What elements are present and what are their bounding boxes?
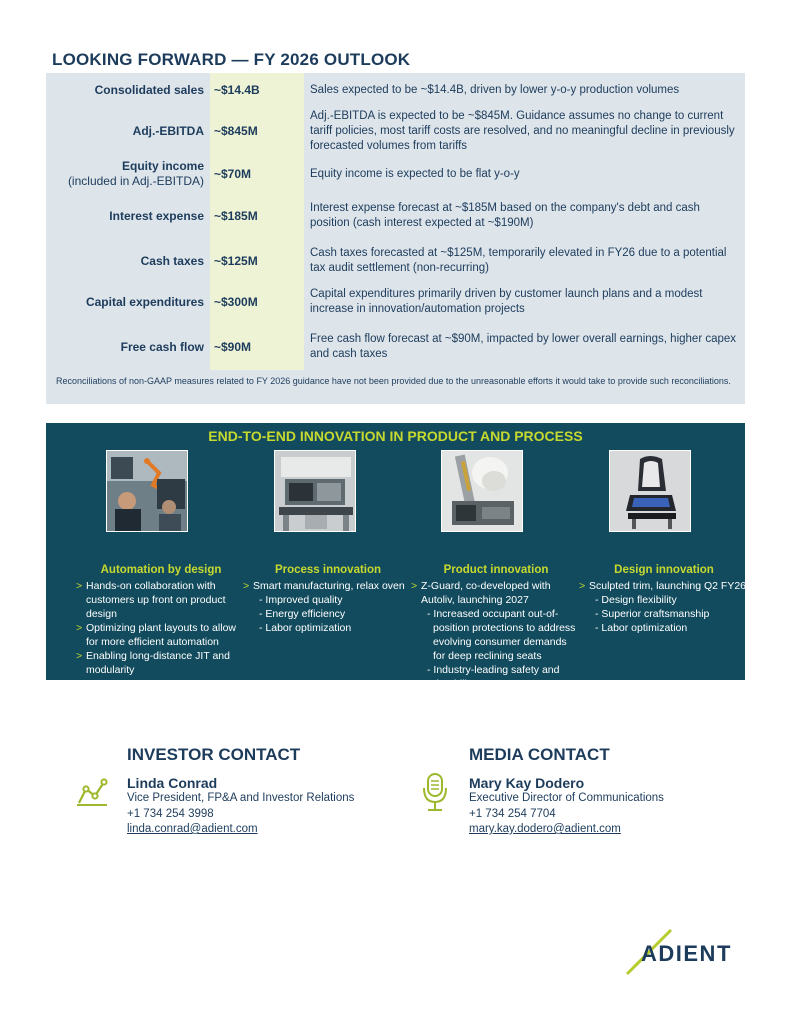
line-chart-icon — [76, 777, 108, 807]
investor-email-link[interactable]: linda.conrad@adient.com — [127, 823, 258, 835]
adient-logo — [625, 928, 745, 976]
row-value: ~$90M — [214, 340, 252, 354]
microphone-icon — [422, 772, 448, 812]
row-value: ~$70M — [214, 167, 252, 181]
row-label: Consolidated sales — [94, 82, 204, 97]
row-value: ~$14.4B — [214, 83, 260, 97]
investor-title: Vice President, FP&A and Investor Relations — [127, 792, 355, 804]
outlook-title: LOOKING FORWARD — FY 2026 OUTLOOK — [52, 50, 411, 69]
row-label: Adj.-EBITDA — [132, 123, 204, 138]
row-description: Free cash flow forecast at ~$90M, impacted by lower overall earnings, higher capex and cash taxes — [310, 333, 737, 360]
product-photo — [441, 450, 523, 532]
chevron-right-icon: > — [76, 650, 83, 662]
list-item: > Enabling long-distance JIT and modularity — [76, 650, 230, 676]
outlook-row-capex — [46, 286, 745, 318]
list-subitem: - Labor optimization — [259, 622, 352, 634]
innovation-title: END-TO-END INNOVATION IN PRODUCT AND PROCESS — [208, 428, 583, 444]
row-label: Interest expense — [109, 208, 204, 223]
row-value: ~$845M — [214, 124, 258, 138]
column-heading: Automation by design — [100, 564, 222, 576]
outlook-row-equity — [46, 158, 745, 190]
chevron-right-icon: > — [579, 580, 586, 592]
row-value: ~$300M — [214, 295, 258, 309]
outlook-row-ebitda — [46, 107, 745, 155]
column-list — [243, 579, 413, 635]
investor-contact — [127, 745, 300, 765]
outlook-table — [46, 73, 745, 404]
list-subitem: - Energy efficiency — [259, 608, 346, 620]
list-subitem: - Labor optimization — [595, 622, 688, 634]
outlook-row-cash-taxes — [46, 245, 745, 277]
row-label-sub: (included in Adj.-EBITDA) — [67, 174, 204, 188]
list-item: > Optimizing plant layouts to allow for more efficient automation — [76, 622, 236, 648]
outlook-row-interest — [46, 200, 745, 232]
design-photo — [609, 450, 691, 532]
svg-text:ADIENT: ADIENT — [641, 941, 732, 966]
list-subitem: - Design flexibility — [595, 594, 677, 606]
row-label: Cash taxes — [140, 253, 204, 268]
media-contact-heading: MEDIA CONTACT — [469, 745, 610, 764]
chevron-right-icon: > — [411, 580, 418, 592]
media-title: Executive Director of Communications — [469, 792, 664, 804]
row-label: Capital expenditures — [85, 294, 204, 309]
media-email-link[interactable]: mary.kay.dodero@adient.com — [469, 823, 621, 835]
row-description: Capital expenditures primarily driven by customer launch plans and a modest increase in innovation/automation projects — [310, 288, 703, 315]
chevron-right-icon: > — [76, 580, 83, 592]
list-subitem: - Superior craftsmanship — [595, 608, 710, 620]
list-subitem: - Industry-leading safety and durability — [427, 664, 560, 690]
list-item: > Sculpted trim, launching Q2 FY26 — [579, 580, 746, 592]
row-value: ~$125M — [214, 254, 258, 268]
list-item: > Smart manufacturing, relax oven — [243, 580, 405, 592]
column-heading: Product innovation — [443, 564, 549, 576]
process-photo — [274, 450, 356, 532]
investor-contact-heading: INVESTOR CONTACT — [127, 745, 301, 764]
list-subitem: - Improved quality — [259, 594, 343, 606]
row-label: Free cash flow — [120, 339, 204, 354]
list-item: > Z-Guard, co-developed with Autoliv, launching 2027 — [411, 580, 551, 606]
row-description: Interest expense forecast at ~$185M based on the company's debt and cash position (cash interest expected at ~$190M) — [310, 202, 700, 229]
chevron-right-icon: > — [76, 622, 83, 634]
column-heading: Design innovation — [614, 564, 714, 576]
row-label-main: Equity income — [121, 159, 204, 173]
chevron-right-icon: > — [243, 580, 250, 592]
innovation-panel — [46, 423, 746, 690]
list-item: > Hands-on collaboration with customers up front on product design — [76, 580, 226, 620]
list-subitem: - Increased occupant out-of-position protections to address evolving consumer demands for deep reclining seats — [427, 608, 576, 662]
row-description: Cash taxes forecasted at ~$125M, temporarily elevated in FY26 due to a potential tax audit settlement (non-recurring) — [310, 247, 727, 274]
column-list — [76, 579, 246, 677]
row-label — [46, 159, 206, 189]
adient-logo-mark — [625, 928, 745, 976]
row-description: Adj.-EBITDA is expected to be ~$845M. Guidance assumes no change to current tariff policies, most tariff costs are resolved, and no meaningful decline in previously forecasted volumes from tariffs — [310, 109, 735, 152]
automation-photo — [106, 450, 188, 532]
media-phone: +1 734 254 7704 — [469, 808, 556, 820]
media-name: Mary Kay Dodero — [469, 775, 585, 791]
media-contact — [469, 745, 610, 765]
row-description: Equity income is expected to be flat y-o-y — [310, 167, 520, 180]
investor-phone: +1 734 254 3998 — [127, 808, 214, 820]
column-list — [411, 579, 581, 691]
row-value: ~$185M — [214, 209, 258, 223]
column-list — [579, 579, 749, 635]
investor-name: Linda Conrad — [127, 775, 218, 791]
row-description: Sales expected to be ~$14.4B, driven by lower y-o-y production volumes — [310, 83, 680, 96]
outlook-row-sales — [46, 81, 745, 99]
footnote: Reconciliations of non-GAAP measures related to FY 2026 guidance have not been provided due to the unreasonable efforts it would take to provide such reconciliations. — [56, 376, 731, 386]
column-heading: Process innovation — [274, 564, 382, 576]
outlook-row-fcf — [46, 331, 745, 363]
